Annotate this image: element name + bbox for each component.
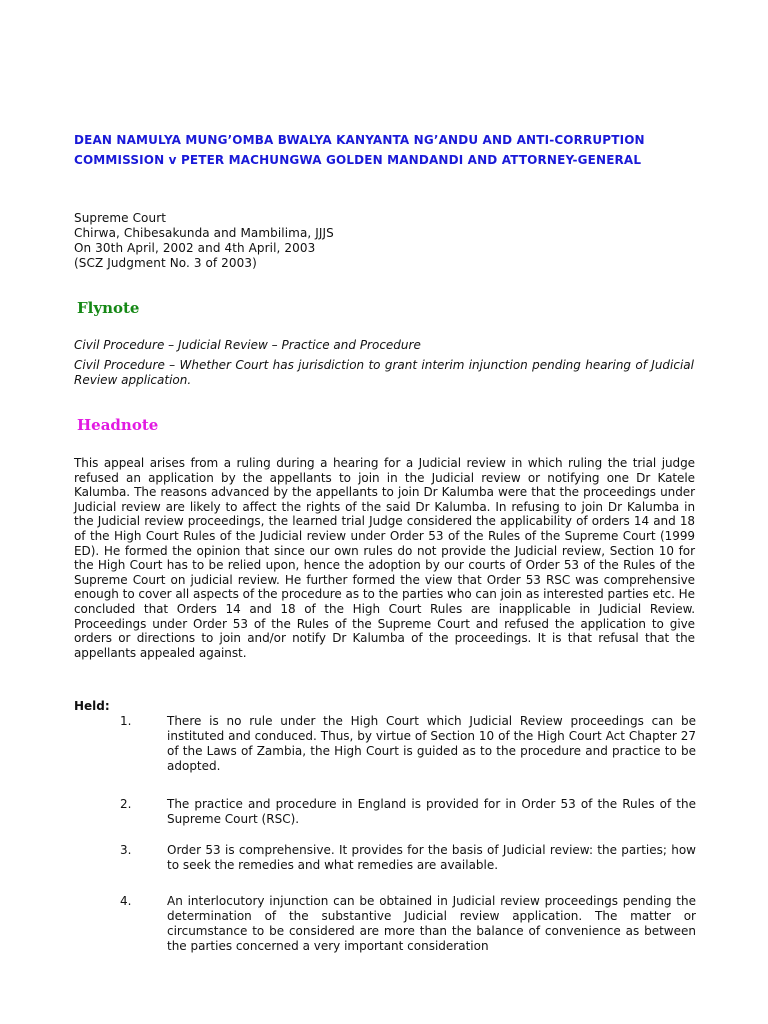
court-name: Supreme Court — [74, 211, 167, 225]
flynote-line: Civil Procedure – Whether Court has jurisdiction to grant interim injunction pending hearing of Judicial Review application. — [74, 358, 694, 387]
held-item-text: There is no rule under the High Court which Judicial Review proceedings can be instituted and conduced. Thus, by virtue of Section 10 of the High Court Act Chapter 27 of the Laws of Zambia, the High Court is guided as to the procedure and practice to be adopted. — [167, 714, 696, 773]
flynote-body — [74, 338, 694, 393]
held-item-number: 4. — [120, 894, 132, 908]
judges: Chirwa, Chibesakunda and Mambilima, JJJS — [74, 226, 334, 240]
held-label: Held: — [74, 699, 110, 713]
held-item-text: The practice and procedure in England is provided for in Order 53 of the Rules of the Supreme Court (RSC). — [167, 797, 696, 826]
court-details — [74, 211, 334, 271]
held-item-number: 3. — [120, 843, 132, 857]
flynote-heading: Flynote — [77, 299, 140, 317]
headnote-body: This appeal arises from a ruling during a hearing for a Judicial review in which ruling the trial judge refused an application by the appellants to join in the Judicial review or notifying one Dr Katele Kalumba. The reasons advanced by the appellants to join Dr Kalumba were that the proceedings under Judicial review are likely to affect the rights of the said Dr Kalumba. In refusing to join Dr Kalumba in the Judicial review proceedings, the learned trial Judge considered the applicability of orders 14 and 18 of the High Court Rules of the Judicial review under Order 53 of the Rules of the Supreme Court (1999 ED). He formed the opinion that since our own rules do not provide the Judicial review, Section 10 for the High Court has to be relied upon, hence the adoption by our courts of Order 53 of the Rules of the Supreme Court on judicial review. He further formed the view that Order 53 RSC was comprehensive enough to cover all aspects of the procedure as to the parties who can join as interested parties etc. He concluded that Orders 14 and 18 of the High Court Rules are inapplicable in Judicial Review. Proceedings under Order 53 of the Rules of the Supreme Court and refused the application to give orders or directions to join and/or notify Dr Kalumba of the proceedings. It is that refusal that the appellants appealed against. — [74, 456, 695, 660]
held-item-text: Order 53 is comprehensive. It provides for the basis of Judicial review: the parties; how to seek the remedies and what remedies are available. — [167, 843, 696, 872]
flynote-line: Civil Procedure – Judicial Review – Practice and Procedure — [74, 338, 421, 352]
held-item-text: An interlocutory injunction can be obtained in Judicial review proceedings pending the determination of the substantive Judicial review application. The matter or circumstance to be considered are more than the balance of convenience as between the parties concerned a very important consideration — [167, 894, 696, 953]
judgment-citation: (SCZ Judgment No. 3 of 2003) — [74, 256, 257, 270]
held-item-number: 1. — [120, 714, 132, 728]
held-item-number: 2. — [120, 797, 132, 811]
headnote-heading: Headnote — [77, 416, 159, 434]
case-title: DEAN NAMULYA MUNG’OMBA BWALYA KANYANTA NG’ANDU AND ANTI-CORRUPTION COMMISSION v PETER MACHUNGWA GOLDEN MANDANDI AND ATTORNEY-GENERAL — [74, 133, 645, 167]
hearing-dates: On 30th April, 2002 and 4th April, 2003 — [74, 241, 316, 255]
